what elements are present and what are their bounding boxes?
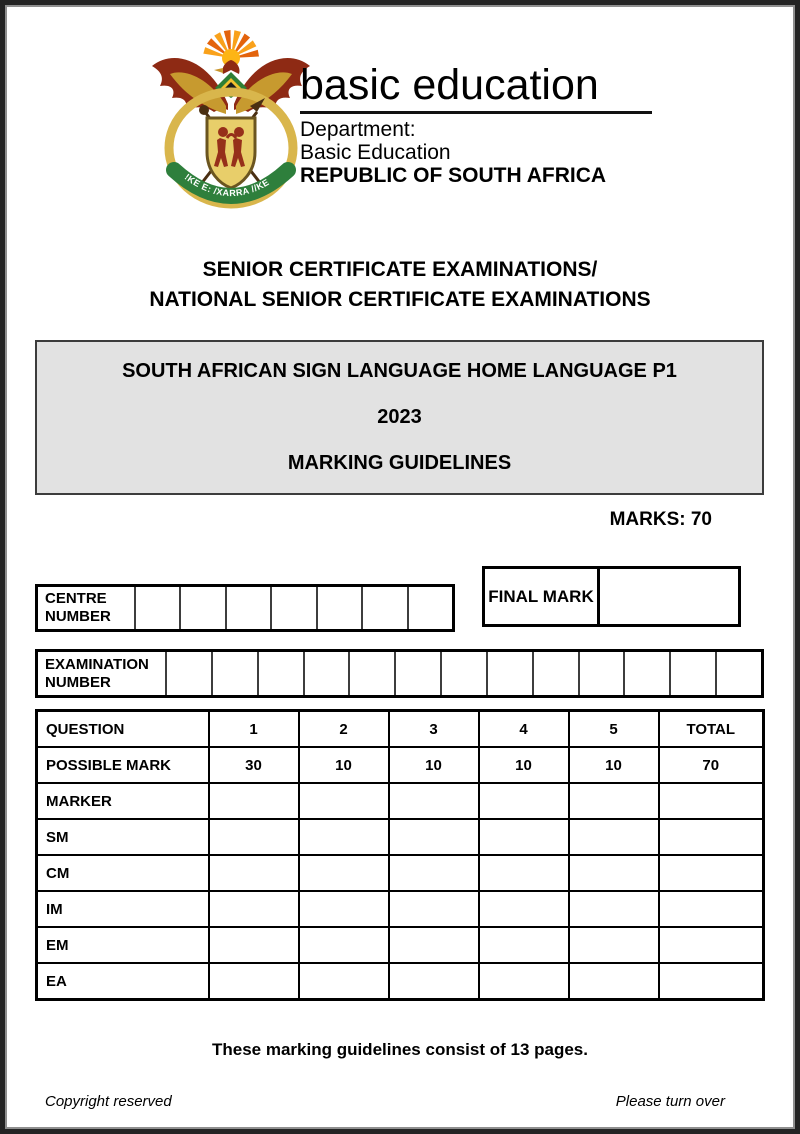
table-cell: 1 bbox=[209, 711, 299, 748]
table-cell bbox=[569, 891, 659, 927]
centre-number-label: CENTRE NUMBER bbox=[45, 590, 111, 625]
exam-heading bbox=[7, 255, 793, 315]
table-cell bbox=[479, 927, 569, 963]
number-cell bbox=[623, 652, 669, 695]
subject-doc-type: MARKING GUIDELINES bbox=[287, 452, 512, 474]
number-cell bbox=[270, 587, 315, 629]
table-cell bbox=[479, 783, 569, 819]
footer-copyright: Copyright reserved bbox=[45, 1093, 172, 1110]
number-cell bbox=[532, 652, 578, 695]
table-row bbox=[37, 927, 764, 963]
table-cell: 10 bbox=[389, 747, 479, 783]
table-cell bbox=[569, 963, 659, 1000]
table-cell bbox=[569, 819, 659, 855]
number-cell bbox=[165, 652, 211, 695]
table-cell: 70 bbox=[659, 747, 764, 783]
number-cell bbox=[440, 652, 486, 695]
table-row bbox=[37, 783, 764, 819]
table-cell: TOTAL bbox=[659, 711, 764, 748]
table-cell bbox=[659, 927, 764, 963]
table-cell bbox=[209, 963, 299, 1000]
exam-heading-line1: SENIOR CERTIFICATE EXAMINATIONS/ bbox=[202, 258, 598, 281]
table-cell bbox=[479, 963, 569, 1000]
table-cell bbox=[209, 819, 299, 855]
table-row-label: POSSIBLE MARK bbox=[37, 747, 209, 783]
number-cell bbox=[669, 652, 715, 695]
table-cell bbox=[299, 855, 389, 891]
table-row bbox=[37, 711, 764, 748]
table-cell bbox=[389, 855, 479, 891]
table-row bbox=[37, 855, 764, 891]
dept-name: Basic Education bbox=[300, 141, 451, 164]
table-cell bbox=[569, 783, 659, 819]
table-cell: 10 bbox=[299, 747, 389, 783]
number-cell bbox=[316, 587, 361, 629]
table-cell bbox=[479, 819, 569, 855]
number-cell bbox=[225, 587, 270, 629]
table-cell bbox=[479, 891, 569, 927]
table-cell bbox=[209, 783, 299, 819]
mark-table-wrap bbox=[35, 709, 764, 1001]
table-cell bbox=[389, 783, 479, 819]
final-mark-value bbox=[597, 569, 738, 624]
total-marks-label: MARKS: 70 bbox=[609, 509, 712, 530]
table-cell: 30 bbox=[209, 747, 299, 783]
final-mark-label: FINAL MARK bbox=[488, 586, 594, 606]
table-cell: 5 bbox=[569, 711, 659, 748]
table-cell bbox=[299, 891, 389, 927]
page-inner-frame bbox=[5, 5, 795, 1129]
table-cell bbox=[389, 819, 479, 855]
dept-label: Department: bbox=[300, 118, 416, 141]
table-cell bbox=[209, 855, 299, 891]
table-cell bbox=[389, 963, 479, 1000]
motto-text: !KE E: /XARRA //KE bbox=[182, 171, 272, 199]
brand-name: basic education bbox=[300, 61, 599, 109]
table-row bbox=[37, 891, 764, 927]
examination-number-cells bbox=[165, 652, 761, 695]
table-cell bbox=[659, 963, 764, 1000]
table-cell bbox=[209, 891, 299, 927]
table-cell: 3 bbox=[389, 711, 479, 748]
table-cell: 4 bbox=[479, 711, 569, 748]
number-cell bbox=[303, 652, 349, 695]
subject-title: SOUTH AFRICAN SIGN LANGUAGE HOME LANGUAGE P1 bbox=[122, 360, 677, 382]
number-cell bbox=[578, 652, 624, 695]
table-row-label: IM bbox=[37, 891, 209, 927]
table-row bbox=[37, 819, 764, 855]
table-row-label: SM bbox=[37, 819, 209, 855]
table-cell: 10 bbox=[479, 747, 569, 783]
table-cell bbox=[299, 783, 389, 819]
table-cell bbox=[389, 927, 479, 963]
mark-table bbox=[35, 709, 765, 1001]
number-cell bbox=[361, 587, 406, 629]
table-cell bbox=[479, 855, 569, 891]
examination-number-label: EXAMINATION NUMBER bbox=[45, 655, 149, 691]
table-cell bbox=[299, 963, 389, 1000]
centre-number-cells bbox=[134, 587, 452, 629]
examination-number-box bbox=[35, 649, 764, 698]
number-cell bbox=[211, 652, 257, 695]
south-africa-coat-of-arms-icon bbox=[140, 26, 322, 216]
table-cell bbox=[569, 927, 659, 963]
table-row-label: EA bbox=[37, 963, 209, 1000]
table-cell bbox=[659, 783, 764, 819]
number-cell bbox=[486, 652, 532, 695]
brand-wordmark bbox=[300, 62, 670, 187]
table-cell: 10 bbox=[569, 747, 659, 783]
table-row bbox=[37, 747, 764, 783]
table-cell bbox=[659, 891, 764, 927]
number-cell bbox=[348, 652, 394, 695]
brand-underline bbox=[300, 111, 652, 114]
number-cell bbox=[257, 652, 303, 695]
table-row-label: QUESTION bbox=[37, 711, 209, 748]
pages-note: These marking guidelines consist of 13 pages. bbox=[211, 1040, 588, 1059]
table-row-label: MARKER bbox=[37, 783, 209, 819]
number-cell bbox=[407, 587, 452, 629]
table-cell bbox=[659, 855, 764, 891]
exam-heading-line2: NATIONAL SENIOR CERTIFICATE EXAMINATIONS bbox=[149, 288, 651, 311]
table-row-label: EM bbox=[37, 927, 209, 963]
table-row bbox=[37, 963, 764, 1000]
number-cell bbox=[715, 652, 761, 695]
table-cell bbox=[299, 927, 389, 963]
table-row-label: CM bbox=[37, 855, 209, 891]
table-cell: 2 bbox=[299, 711, 389, 748]
subject-box bbox=[35, 340, 764, 495]
country-name: REPUBLIC OF SOUTH AFRICA bbox=[300, 164, 607, 187]
table-cell bbox=[659, 819, 764, 855]
table-cell bbox=[389, 891, 479, 927]
table-cell bbox=[209, 927, 299, 963]
number-cell bbox=[179, 587, 224, 629]
number-cell bbox=[394, 652, 440, 695]
table-cell bbox=[569, 855, 659, 891]
number-cell bbox=[134, 587, 179, 629]
subject-year: 2023 bbox=[377, 406, 422, 428]
footer-turn-over: Please turn over bbox=[615, 1093, 725, 1110]
centre-number-box bbox=[35, 584, 455, 632]
table-cell bbox=[299, 819, 389, 855]
final-mark-box bbox=[482, 566, 741, 627]
